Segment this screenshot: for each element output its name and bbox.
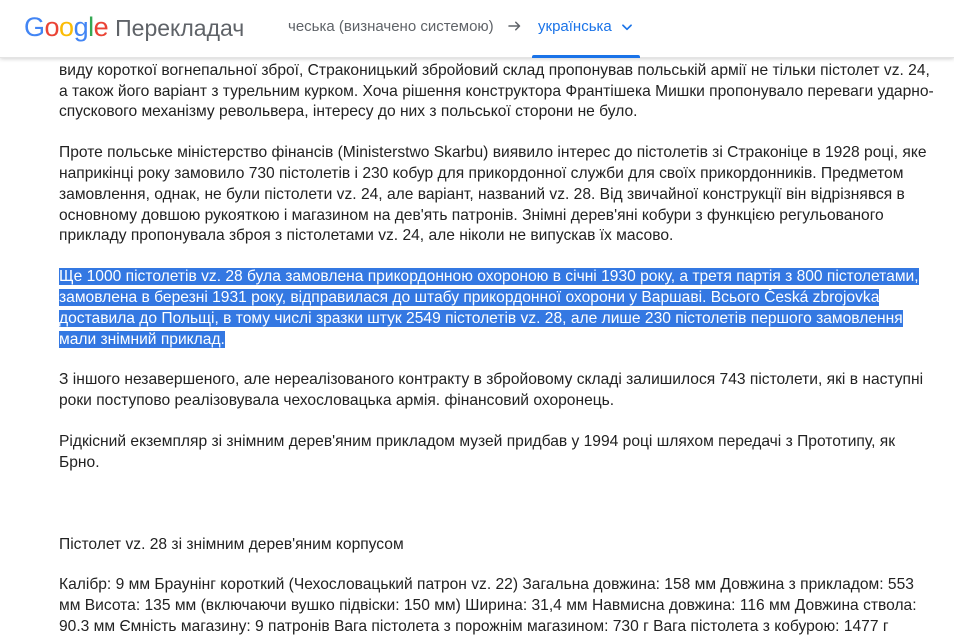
paragraph-specifications: Калібр: 9 мм Браунінг короткий (Чехословацький патрон vz. 22) Загальна довжина: 158 мм Довжина з прикладом: 553 мм Висота: 135 мм (включаючи вушко підвіски: 150 мм) Ширина: 31,4 мм Навмисна довжина: 116 мм Довжина ствола: 90.3 мм Ємність магазину: 9 патронів Вага пістолета з порожнім магазином: 730 г Вага пістолета з кобурою: 1477 г: [59, 576, 917, 635]
arrow-right-icon: [506, 17, 524, 35]
translate-toolbar: [0, 0, 954, 58]
target-language-selector[interactable]: [532, 10, 640, 58]
selected-text[interactable]: Ще 1000 пістолетів vz. 28 була замовлена прикордонною охороною в січні 1930 року, а третя партія з 800 пістолетами, замовлена в березні 1931 року, відправилася до штабу прикордонної охорони у Варшаві. Всього Česká zbrojovka доставила до Польщі, в тому числі зразки штук 2549 пістолетів vz. 28, але лише 230 пістолетів першого замовлення мали знімний приклад.: [59, 268, 919, 348]
paragraph-unfinished-contract: З іншого незавершеного, але нереалізованого контракту в збройовому складі залишилося 743 пістолети, які в наступні роки поступово реалізовувала чехословацька армія. фінансовий охоронець.: [59, 371, 924, 410]
source-language-detected[interactable]: чеська (визначено системою): [288, 18, 494, 35]
paragraph-revolver-commission: виду короткої вогнепальної зброї, Страконицький збройовий склад пропонував польській армії не тільки пістолет vz. 24, а також його варіант з турельним курком. Хоча рішення конструктора Франтішека Мишки пропонувало переваги ударно-спускового механізму револьвера, інтересу до них з польської сторони не було.: [59, 61, 934, 121]
target-language-label: українська: [538, 18, 612, 36]
product-name: Перекладач: [115, 15, 245, 41]
caption-pistol: Пістолет vz. 28 зі знімним дерев'яним корпусом: [59, 535, 404, 553]
google-translate-logo[interactable]: [24, 12, 244, 43]
translated-article: [59, 40, 939, 644]
paragraph-museum-specimen: Рідкісний екземпляр зі знімним дерев'яним прикладом музей придбав у 1994 році шляхом передачі з Прототипу, як Брно.: [59, 432, 896, 471]
spacer: [59, 494, 939, 535]
chevron-down-icon: [620, 20, 634, 34]
paragraph-highlighted-selection[interactable]: [59, 267, 939, 350]
target-language-underline: [532, 55, 640, 58]
google-logo-word: Google: [24, 12, 109, 42]
paragraph-finance-ministry: Проте польське міністерство фінансів (Ministerstwo Skarbu) виявило інтерес до пістолетів зі Страконіце в 1928 році, яке наприкінці року замовило 730 пістолетів і 230 кобур для прикордонної служби для своїх прикордонників. Предметом замовлення, однак, не були пістолети vz. 24, але варіант, названий vz. 28. Від звичайної конструкції він відрізнявся в основному довшою рукояткою і магазином на дев'ять патронів. Знімні дерев'яні кобури з функцією регульованого прикладу пропонувала зброя з пістолетами vz. 24, але ніколи не випускав їх масово.: [59, 144, 927, 245]
